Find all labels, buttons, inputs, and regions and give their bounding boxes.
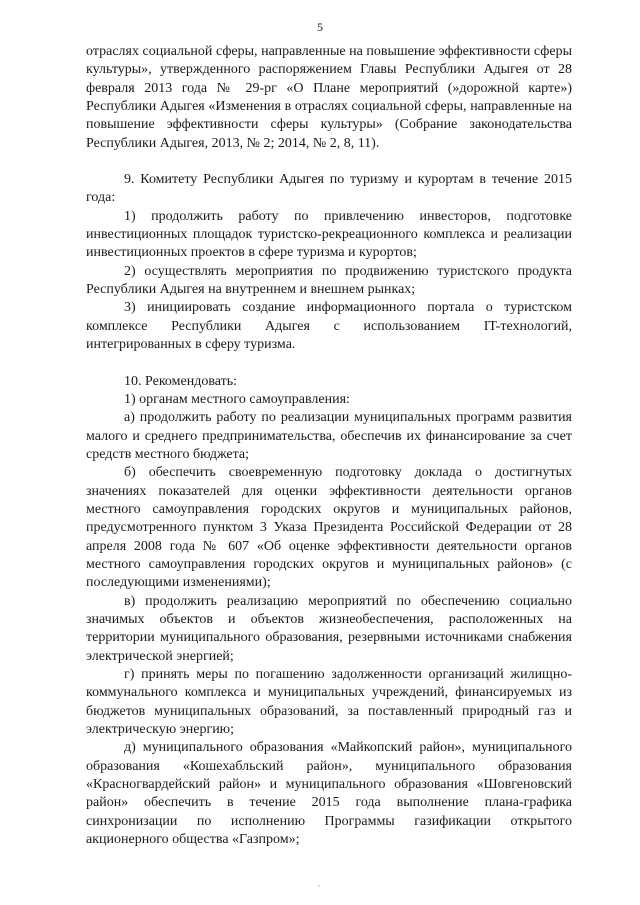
paragraph-item-9-2: 2) осуществлять мероприятия по продвижению туристского продукта Республики Адыгея на внутреннем и внешнем рынках; bbox=[86, 263, 572, 298]
paragraph-item-10-1-a: а) продолжить работу по реализации муниципальных программ развития малого и среднего предпринимательства, обеспечив их финансирование за счет средств местного бюджета; bbox=[86, 410, 572, 462]
paragraph-item-9: 9. Комитету Республики Адыгея по туризму и курортам в течение 2015 года: bbox=[86, 172, 572, 206]
paragraph-gap bbox=[86, 153, 572, 171]
paragraph-item-10-1: 1) органам местного самоуправления: bbox=[124, 391, 350, 407]
document-body bbox=[86, 43, 572, 849]
paragraph-item-10-1-b: б) обеспечить своевременную подготовку доклада о достигнутых значениях показателей для оценки эффективности деятельности органов местного самоуправления городских округов и муниципальных районов, предусмотренного пунктом 3 Указа Президента Российской Федерации от 28 апреля 2008 года № 607 «Об оценке эффективности деятельности органов местного самоуправления городских округов и муниципальных районов» (с последующими изменениями); bbox=[86, 465, 572, 591]
paragraph-continuation: отраслях социальной сферы, направленные на повышение эффективности сферы культуры», утвержденного распоряжением Главы Республики Адыгея от 28 февраля 2013 года № 29-рг «О Плане мероприятий (»дорожной карте») Республики Адыгея «Изменения в отраслях социальной сферы, направленные на повышение эффективности сферы культуры» (Собрание законодательства Республики Адыгея, 2013, № 2; 2014, № 2, 8, 11). bbox=[86, 44, 572, 151]
paragraph-item-9-1: 1) продолжить работу по привлечению инвесторов, подготовке инвестиционных площадок туристско-рекреационного комплекса и реализации инвестиционных проектов в сфере туризма и курортов; bbox=[86, 208, 572, 261]
paragraph-item-9-3: 3) инициировать создание информационного портала о туристском комплексе Республики Адыгея с использованием IT-технологий, интегрированных в сферу туризма. bbox=[86, 300, 572, 353]
paragraph-item-10-1-g: г) принять меры по погашению задолженности организаций жилищно-коммунального комплекса и муниципальных учреждений, финансируемых из бюджетов муниципальных образований, за поставленный природный газ и электрическую энергию; bbox=[86, 667, 572, 738]
scan-speck bbox=[318, 885, 320, 887]
paragraph-gap bbox=[86, 355, 572, 373]
paragraph-item-10: 10. Рекомендовать: bbox=[124, 373, 237, 389]
paragraph-item-10-1-v: в) продолжить реализацию мероприятий по обеспечению социально значимых объектов и объектов жизнеобеспечения, расположенных на территории муниципального образования, резервными источниками снабжения электрической энергией; bbox=[86, 593, 572, 664]
paragraph-item-10-1-d: д) муниципального образования «Майкопский район», муниципального образования «Кошехабльский район», муниципального образования «Красногвардейский район» и муниципального образования «Шовгеновский район» обеспечить в течение 2015 года выполнение плана-графика синхронизации по исполнению Программы газификации открытого акционерного общества «Газпром»; bbox=[86, 740, 572, 848]
page-number: 5 bbox=[317, 20, 323, 34]
